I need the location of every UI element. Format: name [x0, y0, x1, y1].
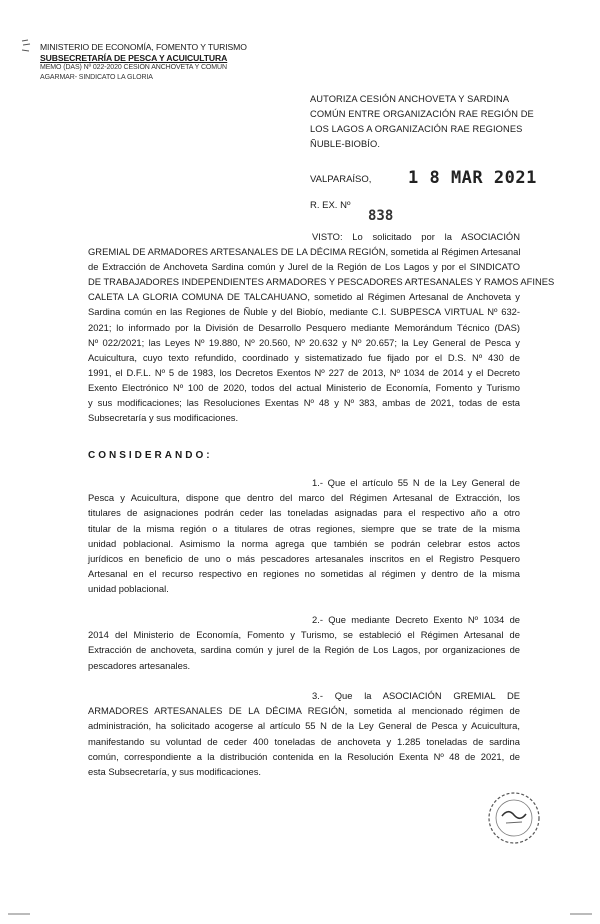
subsecretaria-name: SUBSECRETARÍA DE PESCA Y ACUICULTURA: [40, 52, 228, 63]
paragraph-line: común, correspondiente a la distribución contenida en la Resolución Exenta Nº 48 de 2021, de: [88, 750, 520, 762]
visto-line: GREMIAL DE ARMADORES ARTESANALES DE LA DÉCIMA REGIÓN, sometida al Régimen Artesanal: [88, 246, 521, 258]
paragraph-line: titular de la misma región o a titulares de otras regiones, siempre que se trate de la misma: [88, 522, 520, 534]
official-seal-stamp: [486, 790, 542, 846]
visto-line: Sardina común en las Regiones de Ñuble y del Biobío, mediante C.I. SUBPESCA VIRTUAL Nº 632-: [88, 306, 520, 318]
visto-line: y sus modificaciones; las Resoluciones Exentas Nº 48 y Nº 383, ambas de 2021, todas de esta: [88, 397, 520, 409]
place-label: VALPARAÍSO,: [310, 174, 372, 185]
paragraph-line: 3.- Que la ASOCIACIÓN GREMIAL DE: [312, 690, 520, 701]
visto-line: DE TRABAJADORES INDEPENDIENTES ARMADORES Y PESCADORES ARTESANALES Y RAMOS AFINES: [88, 276, 555, 288]
title-line: ÑUBLE-BIOBÍO.: [310, 139, 381, 149]
paragraph-line: 2014 del Ministerio de Economía, Fomento y Turismo, se estableció el Régimen Artesanal de: [88, 629, 520, 641]
date-stamp: 1 8 MAR 2021: [408, 168, 537, 188]
title-line: COMÚN ENTRE ORGANIZACIÓN RAE REGIÓN DE: [310, 109, 534, 119]
paragraph-line: manifestando su voluntad de ceder 400 toneladas de anchoveta y 1.285 toneladas de sardina: [88, 735, 520, 747]
considerando-paragraph-1: [88, 475, 520, 597]
paragraph-line: administración, ha solicitado acogerse al artículo 55 N de la Ley General de Pesca y Acuicultura,: [88, 720, 520, 732]
paragraph-line: pescadores artesanales.: [88, 659, 191, 671]
resolution-number: 838: [368, 208, 394, 224]
visto-line: de Extracción de Anchoveta Sardina común y Jurel de la Región de Los Lagos y por el SINDICATO: [88, 261, 520, 273]
paragraph-line: 1.- Que el artículo 55 N de la Ley General de: [312, 477, 520, 488]
letterhead: [40, 42, 300, 82]
paragraph-line: jurídicos en beneficio de uno o más pescadores artesanales inscritos en el Registro Pesquero: [88, 553, 520, 565]
paragraph-line: Pesca y Acuicultura, dispone que dentro del marco del Régimen Artesanal de Extracción, los: [88, 492, 520, 504]
paragraph-line: Extracción de anchoveta, sardina común y jurel de la Región de Los Lagos, por organizaciones de: [88, 644, 520, 656]
paragraph-line: 2.- Que mediante Decreto Exento Nº 1034 de: [312, 614, 520, 625]
ministry-name: MINISTERIO DE ECONOMÍA, FOMENTO Y TURISMO: [40, 42, 247, 52]
considerando-heading: CONSIDERANDO:: [88, 450, 213, 461]
visto-line: Nº 022/2021; las Leyes Nº 19.880, Nº 20.560, Nº 20.632 y Nº 20.657; la Ley General de Pesca y: [88, 336, 520, 348]
visto-line: Exento Electrónico Nº 100 de 2020, todos del actual Ministerio de Economía, Fomento y Turismo: [88, 381, 520, 393]
title-line: AUTORIZA CESIÓN ANCHOVETA Y SARDINA: [310, 94, 510, 104]
resolution-number-label: R. EX. Nº: [310, 200, 351, 211]
visto-line: 1991, el D.F.L. Nº 5 de 1983, los Decretos Exentos Nº 227 de 2013, Nº 1034 de 2014 y el Decreto: [88, 366, 520, 378]
scan-edge-marks: [0, 906, 600, 916]
considerando-paragraph-2: [88, 612, 520, 673]
reference-line-2: AGARMAR- SINDICATO LA GLORIA: [40, 73, 153, 81]
visto-line: CALETA LA GLORIA COMUNA DE TALCAHUANO, sometido al Régimen Artesanal de Anchoveta y: [88, 291, 520, 303]
paragraph-line: unidad poblacional. Asimismo la norma agrega que también se podrán celebrar estos actos: [88, 537, 520, 549]
paragraph-line: Artesanal en el recurso respectivo en regiones no sometidas al régimen y dentro de la misma: [88, 568, 520, 580]
visto-section: [88, 229, 555, 425]
paragraph-line: unidad poblacional.: [88, 583, 169, 595]
visto-line: VISTO: Lo solicitado por la ASOCIACIÓN: [312, 231, 520, 242]
paragraph-line: ARMADORES ARTESANALES DE LA DÉCIMA REGIÓN, sometida al mencionado régimen de: [88, 705, 520, 717]
visto-line: Subsecretaría y sus modificaciones.: [88, 412, 239, 424]
paragraph-line: esta Subsecretaría, y sus modificaciones.: [88, 766, 261, 778]
paragraph-line: titulares de asignaciones podrán ceder las toneladas asignadas para el respectivo año a otro: [88, 507, 520, 519]
visto-line: 2021; lo informado por la División de Desarrollo Pesquero mediante Memorándum Técnico (DAS): [88, 321, 520, 333]
resolution-title: [310, 92, 560, 152]
considerando-paragraph-3: [88, 688, 520, 779]
margin-scribble: [20, 38, 34, 52]
visto-line: Acuicultura, cuyo texto refundido, coordinado y sistematizado fue fijado por el D.S. Nº 430 de: [88, 351, 520, 363]
reference-line-1: MEMO (DAS) Nº 022-2020 CESIÓN ANCHOVETA Y COMÚN: [40, 64, 227, 71]
title-line: LOS LAGOS A ORGANIZACIÓN RAE REGIONES: [310, 124, 523, 134]
